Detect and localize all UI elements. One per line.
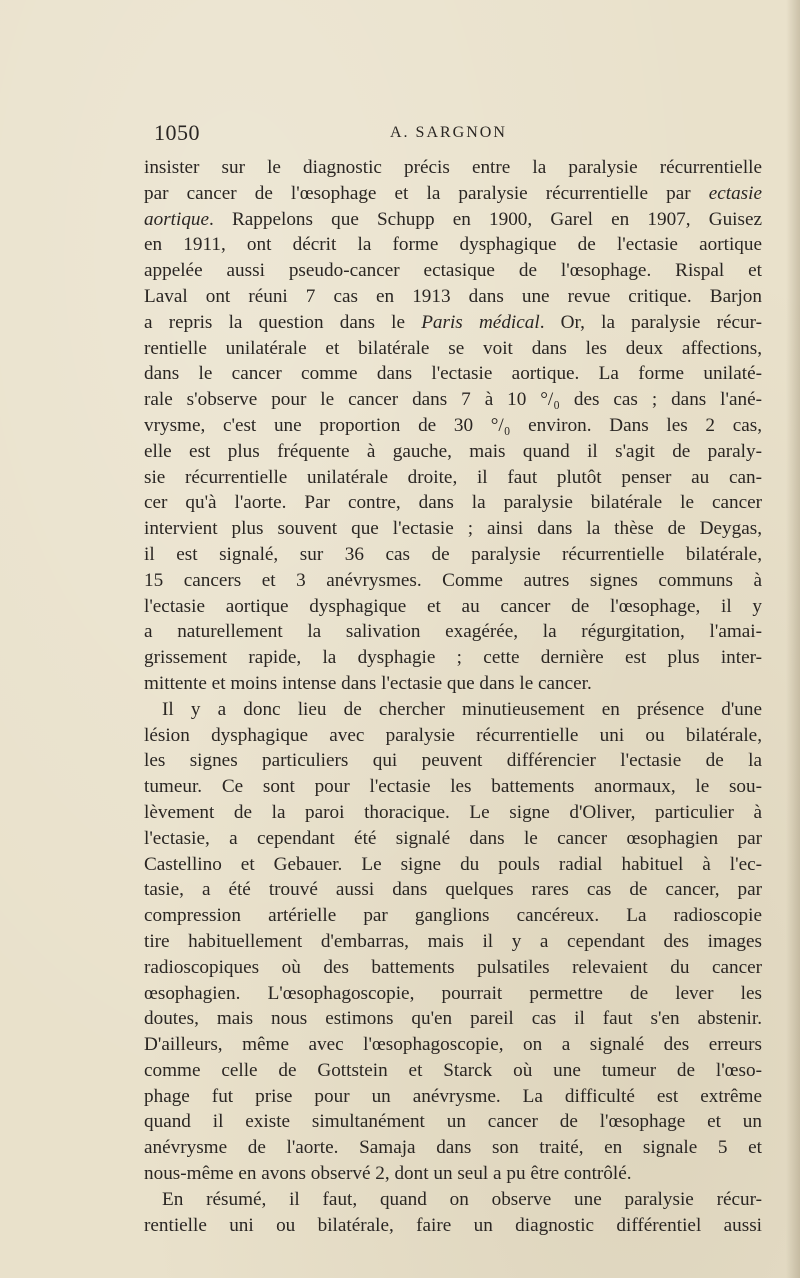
text-line: Laval ont réuni 7 cas en 1913 dans une revue critique. Barjon	[144, 285, 762, 307]
text-line: doutes, mais nous estimons qu'en pareil cas il faut s'en abstenir.	[144, 1008, 762, 1030]
text-line: a repris la question dans le Paris médical. Or, la paralysie récur-	[144, 311, 762, 333]
text-line: Il y a donc lieu de chercher minutieusement en présence d'une	[162, 698, 762, 720]
text-line: quand il existe simultanément un cancer de l'œsophage et un	[144, 1111, 762, 1133]
text-line: compression artérielle par ganglions cancéreux. La radioscopie	[144, 905, 762, 927]
text-line: 15 cancers et 3 anévrysmes. Comme autres signes communs à	[144, 569, 762, 591]
text-line: rentielle uni ou bilatérale, faire un diagnostic différentiel aussi	[144, 1214, 762, 1236]
text-line: aortique. Rappelons que Schupp en 1900, Garel en 1907, Guisez	[144, 208, 762, 230]
text-line: l'ectasie, a cependant été signalé dans le cancer œsophagien par	[144, 827, 762, 849]
text-line: en 1911, ont décrit la forme dysphagique de l'ectasie aortique	[144, 234, 762, 256]
text-line: rale s'observe pour le cancer dans 7 à 10 °/₀ des cas ; dans l'ané-	[144, 389, 762, 411]
text-line: En résumé, il faut, quand on observe une paralysie récur-	[162, 1188, 762, 1210]
running-head-author: A. SARGNON	[390, 124, 507, 141]
body-text	[144, 155, 762, 1238]
italic-term: ectasie	[708, 182, 762, 204]
page-number: 1050	[154, 120, 200, 145]
text-line: Castellino et Gebauer. Le signe du pouls radial habituel à l'ec-	[144, 853, 762, 875]
text-line: sie récurrentielle unilatérale droite, il faut plutôt penser au can-	[144, 466, 762, 488]
text-line: tumeur. Ce sont pour l'ectasie les battements anormaux, le sou-	[144, 776, 762, 798]
text-line: appelée aussi pseudo-cancer ectasique de l'œsophage. Rispal et	[144, 260, 762, 282]
text-line: intervient plus souvent que l'ectasie ; ainsi dans la thèse de Deygas,	[144, 518, 762, 540]
text-line: l'ectasie aortique dysphagique et au cancer de l'œsophage, il y	[144, 595, 762, 617]
text-line: elle est plus fréquente à gauche, mais quand il s'agit de paraly-	[144, 440, 762, 462]
text-line: tasie, a été trouvé aussi dans quelques rares cas de cancer, par	[144, 879, 762, 901]
text-line: radioscopiques où des battements pulsatiles relevaient du cancer	[144, 956, 762, 978]
italic-term: aortique	[144, 208, 210, 230]
text-line: rentielle unilatérale et bilatérale se voit dans les deux affections,	[144, 337, 762, 359]
text-line: cer qu'à l'aorte. Par contre, dans la paralysie bilatérale le cancer	[144, 492, 762, 514]
text-line: insister sur le diagnostic précis entre la paralysie récurrentielle	[144, 157, 762, 178]
page-edge-shadow	[786, 0, 800, 1278]
text-line: par cancer de l'œsophage et la paralysie récurrentielle par ectasie	[144, 182, 762, 204]
running-head	[154, 120, 760, 150]
text-line: grissement rapide, la dysphagie ; cette dernière est plus inter-	[144, 647, 762, 669]
text-line: D'ailleurs, même avec l'œsophagoscopie, on a signalé des erreurs	[144, 1034, 762, 1056]
text-line: phage fut prise pour un anévrysme. La difficulté est extrême	[144, 1085, 762, 1107]
text-line: anévrysme de l'aorte. Samaja dans son traité, en signale 5 et	[144, 1137, 762, 1159]
text-line: vrysme, c'est une proportion de 30 °/₀ environ. Dans les 2 cas,	[144, 414, 762, 436]
text-line: il est signalé, sur 36 cas de paralysie récurrentielle bilatérale,	[144, 543, 762, 565]
text-line: les signes particuliers qui peuvent différencier l'ectasie de la	[144, 750, 762, 772]
text-line: comme celle de Gottstein et Starck où une tumeur de l'œso-	[144, 1059, 762, 1081]
text-line: mittente et moins intense dans l'ectasie que dans le cancer.	[144, 672, 592, 694]
text-line: tire habituellement d'embarras, mais il y a cependant des images	[144, 930, 762, 952]
italic-journal-title: Paris médical	[421, 311, 540, 333]
text-line: nous-même en avons observé 2, dont un seul a pu être contrôlé.	[144, 1163, 632, 1185]
text-line: a naturellement la salivation exagérée, la régurgitation, l'amai-	[144, 621, 762, 643]
text-line: lésion dysphagique avec paralysie récurrentielle uni ou bilatérale,	[144, 724, 762, 746]
text-line: dans le cancer comme dans l'ectasie aortique. La forme unilaté-	[144, 363, 762, 385]
text-line: lèvement de la paroi thoracique. Le signe d'Oliver, particulier à	[144, 801, 762, 823]
text-line: œsophagien. L'œsophagoscopie, pourrait permettre de lever les	[144, 982, 762, 1004]
